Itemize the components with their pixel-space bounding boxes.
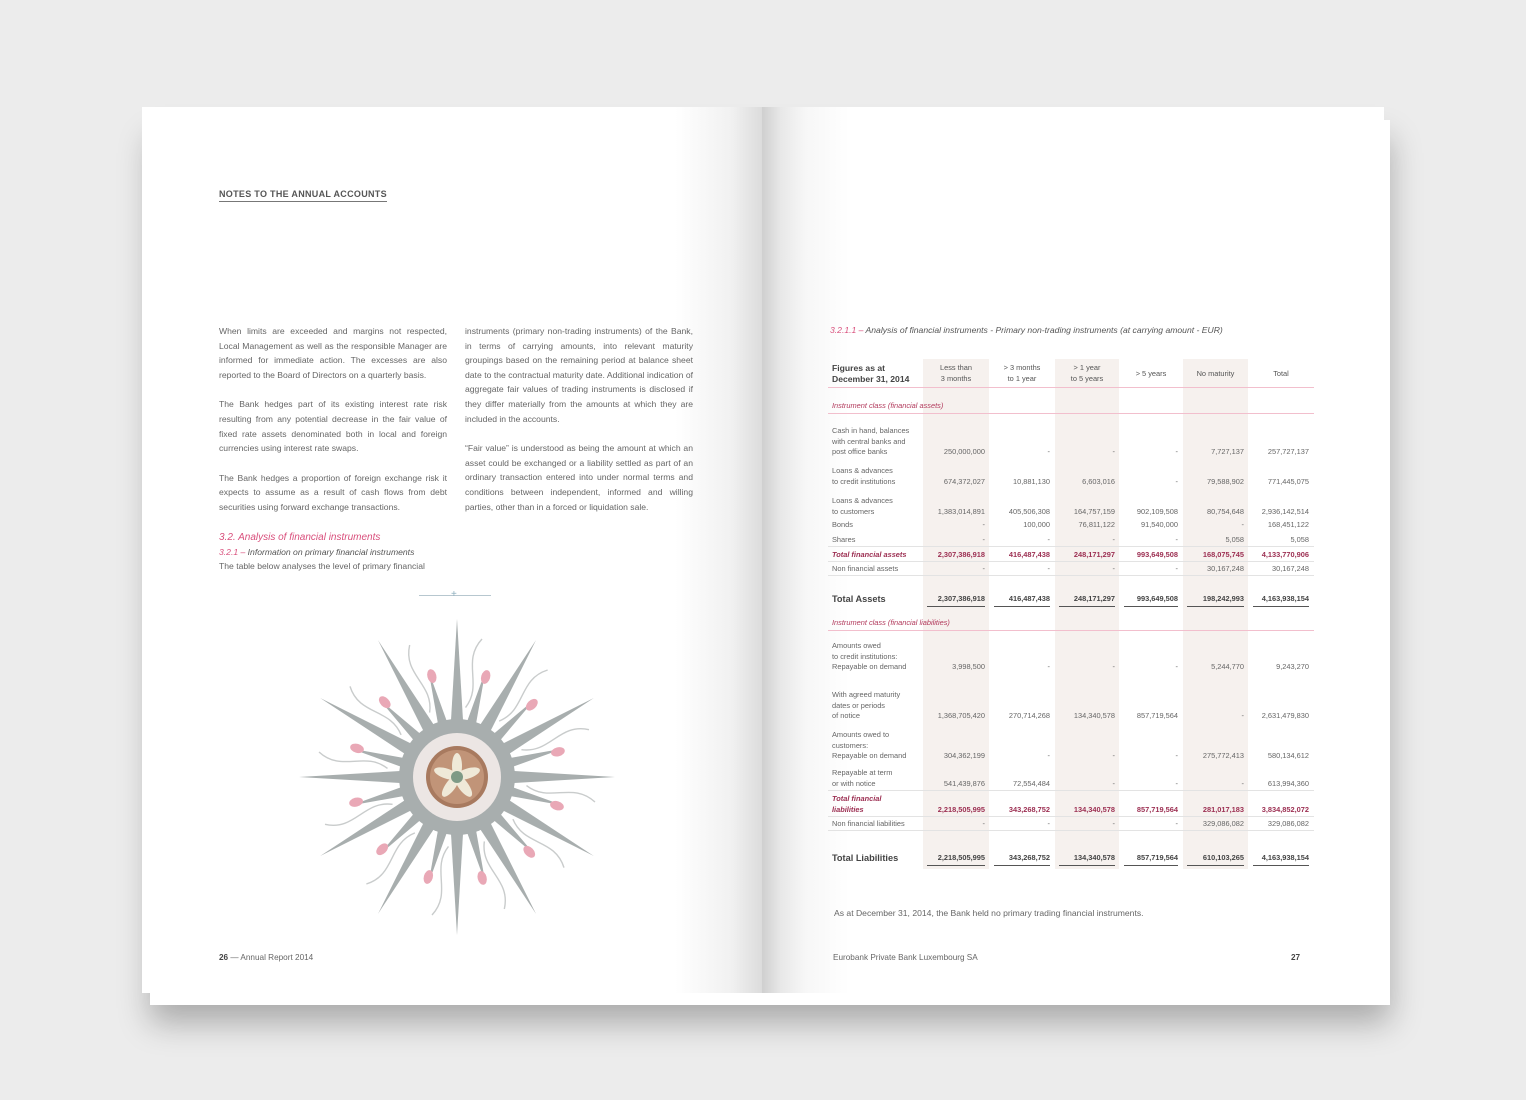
table-cell: - bbox=[1241, 778, 1244, 788]
row-label-line: or with notice bbox=[832, 778, 876, 788]
table-cell: 281,017,183 bbox=[1202, 804, 1244, 814]
table-cell: 4,133,770,906 bbox=[1261, 550, 1309, 559]
column-header bbox=[1055, 363, 1119, 384]
table-cell: - bbox=[1175, 447, 1178, 456]
flower-ornament-illustration bbox=[292, 612, 622, 942]
footer-text: — Annual Report 2014 bbox=[228, 953, 314, 962]
paragraph: “Fair value” is understood as being the amount at which an asset could be exchanged or a liability settled as part of an ordinary transaction entered into under normal terms and conditions between independent, informed and willing parties, other than in a forced or liquidation sale. bbox=[465, 443, 693, 512]
table-cell: 329,086,082 bbox=[1202, 819, 1244, 828]
row-rule bbox=[828, 561, 1314, 562]
column-shade bbox=[1183, 359, 1248, 869]
table-cell: 343,268,752 bbox=[1008, 804, 1050, 814]
row-label bbox=[832, 550, 906, 561]
row-label bbox=[832, 535, 855, 546]
right-page bbox=[762, 107, 1384, 993]
column-header bbox=[923, 363, 989, 384]
row-label-line: to credit institutions bbox=[832, 476, 896, 486]
paragraph: The Bank hedges part of its existing interest rate risk resulting from any potential decrease in the fair value of fixed rate assets denominated both in local and foreign currencies using interest rate swaps. bbox=[219, 399, 447, 454]
table-cell: 248,171,297 bbox=[1073, 594, 1115, 603]
row-label bbox=[832, 496, 893, 517]
row-label-line: post office banks bbox=[832, 447, 888, 456]
table-cell: - bbox=[982, 819, 985, 828]
table-cell: 4,163,938,154 bbox=[1261, 594, 1309, 603]
table-cell: - bbox=[1112, 751, 1115, 760]
table-cell: 1,368,705,420 bbox=[937, 711, 985, 720]
table-cell: 613,994,360 bbox=[1267, 778, 1309, 788]
table-cell: 2,631,479,830 bbox=[1261, 711, 1309, 720]
column-header-line: No maturity bbox=[1196, 369, 1235, 378]
table-cell: 248,171,297 bbox=[1073, 550, 1115, 559]
column-header-line: to 5 years bbox=[1070, 373, 1104, 383]
table-cell: 1,383,014,891 bbox=[937, 506, 985, 516]
table-cell: - bbox=[1175, 564, 1178, 573]
ornament-droplet bbox=[550, 746, 566, 758]
table-cell: - bbox=[1175, 819, 1178, 828]
table-cell: 257,727,137 bbox=[1267, 447, 1309, 456]
page-number: 26 bbox=[219, 953, 229, 962]
table-header-label bbox=[832, 363, 909, 385]
table-cell: 275,772,413 bbox=[1202, 751, 1244, 760]
table-cell: 902,109,508 bbox=[1136, 506, 1178, 516]
row-label-line: dates or periods bbox=[832, 700, 885, 710]
paragraph: The Bank hedges a proportion of foreign exchange risk it expects to assume as a result of cash flows from debt securities using forward exchange transactions. bbox=[219, 472, 447, 512]
table-cell: 91,540,000 bbox=[1141, 520, 1178, 529]
header-rule bbox=[828, 387, 1314, 388]
table-cell: - bbox=[1175, 476, 1178, 486]
column-shade bbox=[923, 359, 989, 869]
text-column-1 bbox=[219, 324, 447, 589]
table-cell: 416,487,438 bbox=[1008, 550, 1050, 559]
row-label bbox=[832, 564, 898, 575]
row-label-line: Repayable at term bbox=[832, 768, 893, 777]
row-label bbox=[832, 794, 881, 815]
table-cell: 79,588,902 bbox=[1207, 476, 1244, 486]
category-label: Instrument class (financial assets) bbox=[832, 401, 944, 410]
table-cell: - bbox=[982, 535, 985, 544]
table-cell: 198,242,993 bbox=[1202, 594, 1244, 603]
table-cell: 134,340,578 bbox=[1073, 711, 1115, 720]
page-header: NOTES TO THE ANNUAL ACCOUNTS bbox=[219, 189, 387, 202]
column-header bbox=[990, 363, 1054, 384]
table-cell: 80,754,648 bbox=[1207, 506, 1244, 516]
table-cell: - bbox=[1047, 535, 1050, 544]
bottom-note: As at December 31, 2014, the Bank held no primary trading financial instruments. bbox=[834, 908, 1144, 918]
category-label: Instrument class (financial liabilities) bbox=[832, 618, 950, 627]
ornament-droplet bbox=[374, 841, 390, 857]
table-cell: - bbox=[1112, 535, 1115, 544]
table-cell: 580,134,612 bbox=[1267, 751, 1309, 760]
column-header-line: to 1 year bbox=[1007, 373, 1037, 383]
table-cell: - bbox=[1175, 662, 1178, 671]
total-underline bbox=[1059, 865, 1115, 866]
row-label-line: Loans & advances bbox=[832, 496, 893, 505]
table-cell: 416,487,438 bbox=[1008, 594, 1050, 603]
table-cell: - bbox=[1241, 520, 1244, 529]
total-underline bbox=[1187, 865, 1244, 866]
table-cell: 405,506,308 bbox=[1008, 506, 1050, 516]
row-rule bbox=[828, 575, 1314, 576]
table-cell: - bbox=[1112, 564, 1115, 573]
row-label-line: Non financial assets bbox=[832, 564, 899, 573]
total-underline bbox=[1253, 865, 1309, 866]
table-cell: 343,268,752 bbox=[1008, 853, 1050, 862]
ornament-droplet bbox=[426, 668, 438, 684]
row-label-line: to customers bbox=[832, 506, 875, 516]
paragraph: instruments (primary non-trading instruments) of the Bank, in terms of carrying amounts, into relevant maturity groupings based on the remaining period at balance sheet date to the contractual maturity date. Additional indication of aggregate fair values of trading instruments is disclosed if they differ materially from the amounts at which they are included in the accounts. bbox=[465, 326, 693, 424]
total-underline bbox=[927, 606, 985, 607]
category-rule bbox=[828, 413, 1314, 414]
column-header-line: > 5 years bbox=[1135, 369, 1167, 378]
table-cell: 857,719,564 bbox=[1136, 804, 1178, 814]
total-underline bbox=[1124, 865, 1178, 866]
table-cell: 30,167,248 bbox=[1272, 564, 1309, 573]
ornament-droplet bbox=[524, 697, 540, 713]
table-cell: 329,086,082 bbox=[1267, 819, 1309, 828]
column-header-line: Less than bbox=[939, 363, 973, 372]
row-label-line: With agreed maturity bbox=[832, 690, 901, 699]
paragraph: When limits are exceeded and margins not respected, Local Management as well as the responsible Manager are informed for immediate action. The excesses are also reported to the Board of Directors on a quarterly basis. bbox=[219, 326, 447, 380]
total-underline bbox=[1187, 606, 1244, 607]
table-cell: 6,603,016 bbox=[1082, 476, 1115, 486]
row-label bbox=[832, 466, 895, 487]
table-cell: 168,451,122 bbox=[1267, 520, 1309, 529]
column-shade bbox=[1055, 359, 1119, 869]
table-cell: 541,439,876 bbox=[943, 778, 985, 788]
row-label-line: to credit institutions: bbox=[832, 651, 898, 661]
paragraph: The table below analyses the level of primary financial bbox=[219, 561, 425, 572]
text-column-2 bbox=[465, 324, 693, 529]
row-label-line: Amounts owed to bbox=[832, 730, 890, 739]
column-header-line: > 1 year bbox=[1073, 363, 1101, 372]
table-cell: 250,000,000 bbox=[943, 447, 985, 456]
table-cell: 2,936,142,514 bbox=[1261, 506, 1309, 516]
table-cell: - bbox=[1047, 662, 1050, 671]
table-cell: - bbox=[1112, 447, 1115, 456]
table-cell: 5,058 bbox=[1225, 535, 1244, 544]
table-cell: 3,834,852,072 bbox=[1261, 804, 1309, 814]
row-label bbox=[832, 730, 906, 762]
table-cell: 304,362,199 bbox=[943, 751, 985, 760]
page-number: 27 bbox=[1291, 953, 1301, 962]
table-cell: 2,218,505,995 bbox=[937, 804, 985, 814]
subsection-heading bbox=[219, 545, 447, 560]
row-rule bbox=[828, 546, 1314, 547]
table-cell: - bbox=[1175, 535, 1178, 544]
table-cell: 674,372,027 bbox=[943, 476, 985, 486]
table-cell: - bbox=[1047, 564, 1050, 573]
table-caption bbox=[830, 325, 1223, 335]
table-cell: 3,998,500 bbox=[952, 662, 985, 671]
table-cell: 993,649,508 bbox=[1136, 550, 1178, 559]
table-cell: - bbox=[1175, 778, 1178, 788]
footer-text: Eurobank Private Bank Luxembourg SA bbox=[833, 953, 978, 962]
table-cell: - bbox=[1241, 711, 1244, 720]
row-label bbox=[832, 690, 900, 722]
footer-left bbox=[219, 953, 313, 962]
row-label bbox=[832, 594, 886, 605]
table-cell: - bbox=[982, 520, 985, 529]
subsection-title: Information on primary financial instruments bbox=[247, 546, 415, 557]
row-label bbox=[832, 819, 905, 830]
table-cell: 5,244,770 bbox=[1211, 662, 1244, 671]
table-cell: 7,727,137 bbox=[1211, 447, 1244, 456]
row-label-line: Repayable on demand bbox=[832, 751, 907, 760]
column-header-line: Total bbox=[1273, 369, 1289, 378]
row-label bbox=[832, 853, 898, 864]
table-cell: 30,167,248 bbox=[1207, 564, 1244, 573]
table-cell: 610,103,265 bbox=[1202, 853, 1244, 862]
table-cell: - bbox=[1112, 778, 1115, 788]
left-page bbox=[142, 107, 762, 993]
row-rule bbox=[828, 790, 1314, 791]
row-label-line: liabilities bbox=[832, 804, 864, 814]
ornament-droplet bbox=[377, 694, 393, 710]
table-cell: - bbox=[1047, 819, 1050, 828]
table-cell: 76,811,122 bbox=[1078, 520, 1115, 529]
table-cell: - bbox=[1047, 447, 1050, 456]
row-label bbox=[832, 641, 906, 673]
column-header-line: > 3 months bbox=[1003, 363, 1041, 372]
caption-number: 3.2.1.1 – bbox=[830, 325, 864, 335]
category-rule bbox=[828, 630, 1314, 631]
table-cell: 134,340,578 bbox=[1073, 804, 1115, 814]
row-label-line: Non financial liabilities bbox=[832, 819, 905, 828]
table-cell: 2,307,386,918 bbox=[937, 550, 985, 559]
table-cell: - bbox=[1047, 751, 1050, 760]
row-label-line: Bonds bbox=[832, 520, 853, 529]
table-cell: 2,218,505,995 bbox=[937, 853, 985, 862]
column-header bbox=[1249, 369, 1313, 380]
ornament-droplet bbox=[521, 844, 537, 860]
table-cell: 4,163,938,154 bbox=[1261, 853, 1309, 862]
divider-mark: + bbox=[451, 589, 457, 600]
table-cell: 10,881,130 bbox=[1013, 476, 1050, 486]
row-rule bbox=[828, 830, 1314, 831]
row-label-line: Total Liabilities bbox=[832, 853, 899, 863]
row-label bbox=[832, 768, 892, 789]
row-label-line: with central banks and bbox=[832, 436, 906, 446]
table-cell: 164,757,159 bbox=[1073, 506, 1115, 516]
table-cell: - bbox=[1112, 819, 1115, 828]
row-label-line: customers: bbox=[832, 740, 869, 750]
table-cell: 771,445,075 bbox=[1267, 476, 1309, 486]
column-header bbox=[1183, 369, 1248, 380]
total-underline bbox=[994, 865, 1050, 866]
header-label-line: Figures as at bbox=[832, 363, 886, 373]
total-underline bbox=[1059, 606, 1115, 607]
table-cell: 72,554,484 bbox=[1013, 778, 1050, 788]
row-label bbox=[832, 520, 853, 531]
row-label-line: Repayable on demand bbox=[832, 662, 907, 671]
row-label-line: of notice bbox=[832, 711, 860, 720]
caption-text: Analysis of financial instruments - Primary non-trading instruments (at carrying amount - EUR) bbox=[865, 325, 1223, 335]
total-underline bbox=[927, 865, 985, 866]
header-label-line: December 31, 2014 bbox=[832, 374, 910, 384]
table-cell: 168,075,745 bbox=[1202, 550, 1244, 559]
row-label-line: Loans & advances bbox=[832, 466, 893, 475]
table-cell: - bbox=[982, 564, 985, 573]
table-cell: 993,649,508 bbox=[1136, 594, 1178, 603]
table-cell: - bbox=[1175, 751, 1178, 760]
row-label-line: Cash in hand, balances bbox=[832, 426, 910, 435]
table-cell: 857,719,564 bbox=[1136, 711, 1178, 720]
row-label bbox=[832, 426, 909, 458]
row-rule bbox=[828, 816, 1314, 817]
row-label-line: Total financial assets bbox=[832, 550, 907, 559]
table-cell: 9,243,270 bbox=[1276, 662, 1309, 671]
total-underline bbox=[1124, 606, 1178, 607]
table-cell: 5,058 bbox=[1290, 535, 1309, 544]
row-label-line: Total Assets bbox=[832, 594, 886, 604]
total-underline bbox=[994, 606, 1050, 607]
column-header-line: 3 months bbox=[940, 373, 972, 383]
table-cell: 100,000 bbox=[1023, 520, 1050, 529]
ornament-droplet bbox=[348, 796, 364, 808]
table-cell: 857,719,564 bbox=[1136, 853, 1178, 862]
table-cell: 270,714,268 bbox=[1008, 711, 1050, 720]
ornament-droplet bbox=[476, 870, 488, 886]
table-cell: - bbox=[1112, 662, 1115, 671]
row-label-line: Amounts owed bbox=[832, 641, 881, 650]
table-cell: 134,340,578 bbox=[1073, 853, 1115, 862]
column-header bbox=[1120, 369, 1182, 380]
table-cell: 2,307,386,918 bbox=[937, 594, 985, 603]
subsection-number: 3.2.1 – bbox=[219, 546, 246, 557]
total-underline bbox=[1253, 606, 1309, 607]
row-label-line: Shares bbox=[832, 535, 856, 544]
section-heading: 3.2. Analysis of financial instruments bbox=[219, 531, 381, 543]
row-label-line: Total financial bbox=[832, 794, 882, 803]
